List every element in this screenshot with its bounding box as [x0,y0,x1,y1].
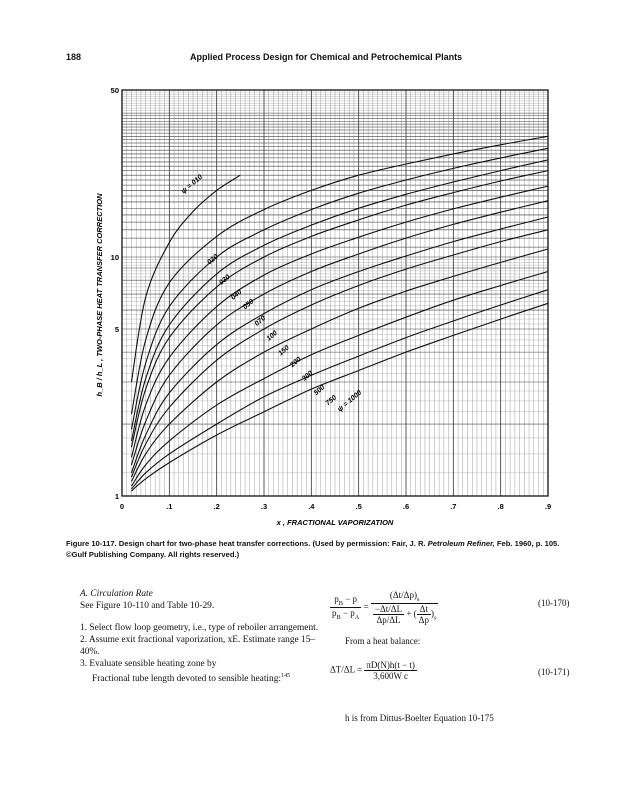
series-label: 020 [206,253,220,267]
equation-10-170: $\frac{p_B - p}{p_B - p_A}$ = $(\Delta t/\Delta p)_s$ $\frac{-\Delta t/\Delta L}{\Delta p/\Delta L}$ + ( $\frac{\Delta t}{\Delta p}$ )$_s$ [332,590,437,625]
x-axis-label: x , FRACTIONAL VAPORIZATION [276,518,394,527]
step-1: 1. Select flow loop geometry, i.e., type of reboiler arrangement. [80,623,319,633]
series-label: 100 [265,329,279,343]
caption-lead: Figure 10-117. Design chart for two-phase heat transfer corrections. (Used by permission: Fair, J. R. [66,539,426,548]
x-tick-label: .9 [544,502,552,511]
eq170-lhs-num: $p_B - p$ [330,594,361,608]
left-column [80,588,325,685]
equation-number-170: (10-170) [538,598,570,608]
x-tick-label: .1 [166,502,173,511]
x-tick-label: .8 [497,502,504,511]
figure-caption [66,538,566,560]
x-tick-label: .4 [308,502,315,511]
caption-tail: Feb. 1960, p. 105. ©Gulf Publishing Company. All rights reserved.) [66,539,560,559]
eq170-rhs-den: $\frac{-\Delta t/\Delta L}{\Delta p/\Delta L}$ + ( $\frac{\Delta t}{\Delta p}$ )$_s$ [374,603,437,625]
footnote-line: h is from Dittus-Boelter Equation 10-175 [345,713,494,723]
equation-10-171: ΔT/ΔL = $\frac{\pi D(N)h(t - t)}{\text{3,600W c}}$ [330,660,415,681]
eq170-rhs-num: $(\Delta t/\Delta p)_s$ [371,590,438,604]
step-list [80,622,325,685]
step-3-ref: 145 [281,673,291,679]
y-tick-label: 50 [110,86,119,95]
y-tick-label: 5 [114,324,119,334]
series-label: ψ = 1000 [336,389,364,414]
step-2: 2. Assume exit fractional vaporization, xE. Estimate range 15–40%. [80,635,316,657]
caption-journal: Petroleum Refiner, [427,539,495,548]
series-label: 200 [289,355,303,369]
eq170-lhs-den: $p_B - p_A$ [332,607,360,621]
page-number: 188 [66,52,82,62]
design-chart [88,82,568,530]
intro-text: See Figure 10-110 and Table 10-29. [80,601,215,611]
section-heading: A. Circulation Rate [80,589,153,599]
x-tick-label: .3 [260,502,268,511]
x-tick-label: .7 [450,502,457,511]
y-tick-label: 10 [110,253,119,263]
eq171-num: πD(N)h(t − t) [366,660,415,670]
x-tick-label: .6 [402,502,410,511]
heat-balance-label: From a heat balance: [345,636,421,646]
step-3: 3. Evaluate sensible heating zone by [80,659,217,669]
series-label: 750 [324,394,339,408]
series-label: 500 [312,384,327,397]
series-label: 070 [253,314,268,328]
step-3-detail: Fractional tube length devoted to sensible heating:$^{145}$ [92,673,291,685]
x-tick-label: .2 [213,502,220,511]
series-label: 050 [241,298,256,312]
series-label: 030 [218,273,232,287]
running-title: Applied Process Design for Chemical and Petrochemical Plants [190,52,463,62]
series-label: 040 [230,288,244,302]
series-label: 150 [277,344,291,358]
series-label: ψ = 010 [180,173,205,196]
equation-number-171: (10-171) [538,667,570,677]
series-label: 300 [301,369,315,383]
y-axis-label: h_B / h_L , TWO-PHASE HEAT TRANSFER CORRECTION [95,193,104,397]
x-tick-label: .5 [355,502,362,511]
x-tick-label: 0 [119,502,125,511]
eq171-den: 3,600W c [373,671,409,681]
y-tick-label: 1 [114,492,119,501]
